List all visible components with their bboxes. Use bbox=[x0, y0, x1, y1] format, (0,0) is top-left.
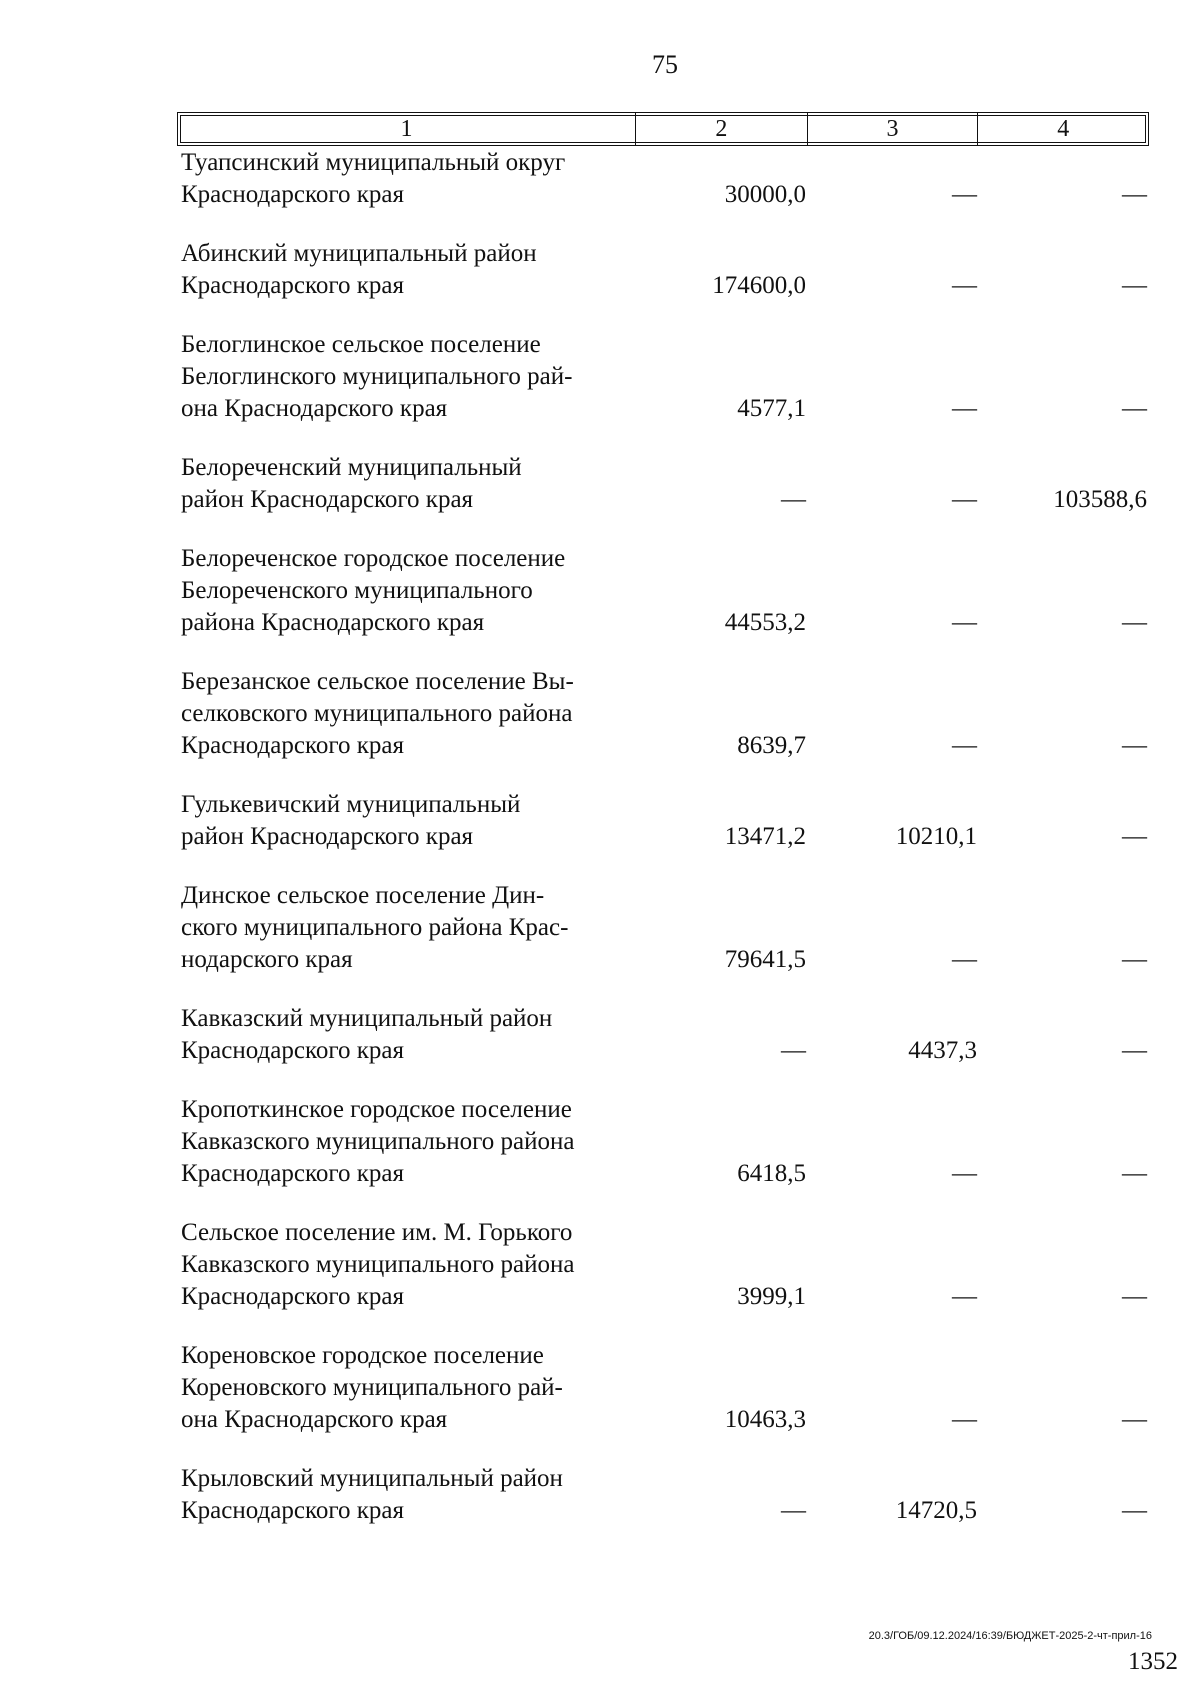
municipality-name-line: Динское сельское поселение Дин- bbox=[181, 882, 545, 909]
municipality-name bbox=[177, 238, 636, 302]
municipality-name-line: Белореченское городское поселение bbox=[181, 545, 566, 572]
municipality-name bbox=[177, 666, 636, 762]
municipality-name bbox=[177, 880, 636, 976]
municipality-name-line: Березанское сельское поселение Вы- bbox=[181, 668, 574, 695]
header-col-4: 4 bbox=[1057, 116, 1070, 142]
table-row bbox=[177, 1003, 1149, 1067]
table-row bbox=[177, 147, 1149, 211]
value-c3: — bbox=[952, 181, 977, 208]
value-c2: — bbox=[781, 1037, 806, 1064]
table-row bbox=[177, 666, 1149, 762]
value-c2: 13471,2 bbox=[724, 823, 806, 850]
municipality-name-line: Кавказского муниципального района bbox=[181, 1128, 575, 1155]
value-c2: 79641,5 bbox=[724, 946, 806, 973]
municipality-name bbox=[177, 1340, 636, 1436]
municipality-name bbox=[177, 1217, 636, 1313]
municipality-name-line: селковского муниципального района bbox=[181, 700, 573, 727]
value-c3: 10210,1 bbox=[895, 823, 977, 850]
municipality-name-line: Белоглинского муниципального рай- bbox=[181, 363, 573, 390]
municipality-name-line: Абинский муниципальный район bbox=[181, 240, 537, 267]
header-col-2: 2 bbox=[636, 113, 808, 145]
value-c2: 4577,1 bbox=[737, 395, 806, 422]
table-body bbox=[177, 147, 1149, 1527]
municipality-name bbox=[177, 1003, 636, 1067]
value-c3: — bbox=[952, 486, 977, 513]
header-col-1: 1 bbox=[178, 113, 636, 145]
value-c4: — bbox=[1122, 272, 1147, 299]
value-c4: — bbox=[1122, 732, 1147, 759]
value-c2: — bbox=[781, 486, 806, 513]
value-c2: 8639,7 bbox=[737, 732, 806, 759]
municipality-name-line: Кавказский муниципальный район bbox=[181, 1005, 553, 1032]
value-c2: 30000,0 bbox=[724, 181, 806, 208]
table-row bbox=[177, 789, 1149, 853]
municipality-name-line: Краснодарского края bbox=[181, 1160, 404, 1187]
municipality-name-line: она Краснодарского края bbox=[181, 395, 448, 422]
municipality-name-line: Белореченский муниципальный bbox=[181, 454, 522, 481]
municipality-name-line: район Краснодарского края bbox=[181, 823, 474, 850]
municipality-name-line: Краснодарского края bbox=[181, 1497, 404, 1524]
value-c2: 3999,1 bbox=[737, 1283, 806, 1310]
municipality-name-line: Краснодарского края bbox=[181, 1283, 404, 1310]
value-c3: — bbox=[952, 732, 977, 759]
value-c4: — bbox=[1122, 1283, 1147, 1310]
municipality-name bbox=[177, 452, 636, 516]
municipality-name-line: Гулькевичский муниципальный bbox=[181, 791, 521, 818]
value-c3: 4437,3 bbox=[908, 1037, 977, 1064]
value-c3: — bbox=[952, 1406, 977, 1433]
value-c2: — bbox=[781, 1497, 806, 1524]
municipality-name bbox=[177, 543, 636, 639]
municipality-name-line: Крыловский муниципальный район bbox=[181, 1465, 563, 1492]
municipality-name-line: Кавказского муниципального района bbox=[181, 1251, 575, 1278]
value-c2: 174600,0 bbox=[712, 272, 806, 299]
municipality-name bbox=[177, 147, 636, 211]
value-c4: — bbox=[1122, 181, 1147, 208]
value-c4: — bbox=[1122, 1497, 1147, 1524]
municipality-name-line: Кореновского муниципального рай- bbox=[181, 1374, 563, 1401]
value-c3: — bbox=[952, 395, 977, 422]
value-c4: 103588,6 bbox=[1053, 486, 1147, 513]
table-row bbox=[177, 452, 1149, 516]
header-col-3: 3 bbox=[808, 113, 979, 145]
municipality-name-line: она Краснодарского края bbox=[181, 1406, 448, 1433]
table-row bbox=[177, 880, 1149, 976]
value-c4: — bbox=[1122, 1406, 1147, 1433]
municipality-name bbox=[177, 1463, 636, 1527]
sheet-number: 1352 bbox=[1128, 1648, 1178, 1675]
municipality-name-line: Белоглинское сельское поселение bbox=[181, 331, 541, 358]
municipality-name-line: район Краснодарского края bbox=[181, 486, 474, 513]
value-c3: — bbox=[952, 1283, 977, 1310]
municipality-name-line: ского муниципального района Крас- bbox=[181, 914, 569, 941]
municipality-name-line: нодарского края bbox=[181, 946, 353, 973]
value-c3: — bbox=[952, 1160, 977, 1187]
municipality-name-line: Сельское поселение им. М. Горького bbox=[181, 1219, 573, 1246]
municipality-name-line: Туапсинский муниципальный округ bbox=[181, 149, 566, 176]
value-c3: — bbox=[952, 946, 977, 973]
value-c4: — bbox=[1122, 946, 1147, 973]
municipality-name-line: Белореченского муниципального bbox=[181, 577, 533, 604]
table-row bbox=[177, 543, 1149, 639]
value-c4: — bbox=[1122, 1037, 1147, 1064]
value-c4: — bbox=[1122, 395, 1147, 422]
page-number: 75 bbox=[652, 50, 678, 79]
value-c2: 6418,5 bbox=[737, 1160, 806, 1187]
municipality-name bbox=[177, 789, 636, 853]
value-c4: — bbox=[1122, 1160, 1147, 1187]
value-c4: — bbox=[1122, 609, 1147, 636]
municipality-name bbox=[177, 329, 636, 425]
table-header bbox=[177, 112, 1149, 146]
value-c4: — bbox=[1122, 823, 1147, 850]
municipality-name-line: Краснодарского края bbox=[181, 1037, 404, 1064]
municipality-name bbox=[177, 1094, 636, 1190]
municipality-name-line: Краснодарского края bbox=[181, 272, 404, 299]
value-c3: — bbox=[952, 609, 977, 636]
value-c3: 14720,5 bbox=[895, 1497, 977, 1524]
value-c2: 10463,3 bbox=[724, 1406, 806, 1433]
document-code: 20.3/ГОБ/09.12.2024/16:39/БЮДЖЕТ-2025-2-чт-прил-16 bbox=[868, 1630, 1152, 1642]
table-row bbox=[177, 329, 1149, 425]
municipality-name-line: Кропоткинское городское поселение bbox=[181, 1096, 572, 1123]
municipality-name-line: Кореновское городское поселение bbox=[181, 1342, 544, 1369]
municipality-name-line: Краснодарского края bbox=[181, 181, 404, 208]
municipality-name-line: Краснодарского края bbox=[181, 732, 404, 759]
value-c3: — bbox=[952, 272, 977, 299]
value-c2: 44553,2 bbox=[724, 609, 806, 636]
table-row bbox=[177, 1463, 1149, 1527]
municipality-name-line: района Краснодарского края bbox=[181, 609, 485, 636]
table-row bbox=[177, 1340, 1149, 1436]
table-row bbox=[177, 1094, 1149, 1190]
table-row bbox=[177, 238, 1149, 302]
table-row bbox=[177, 1217, 1149, 1313]
